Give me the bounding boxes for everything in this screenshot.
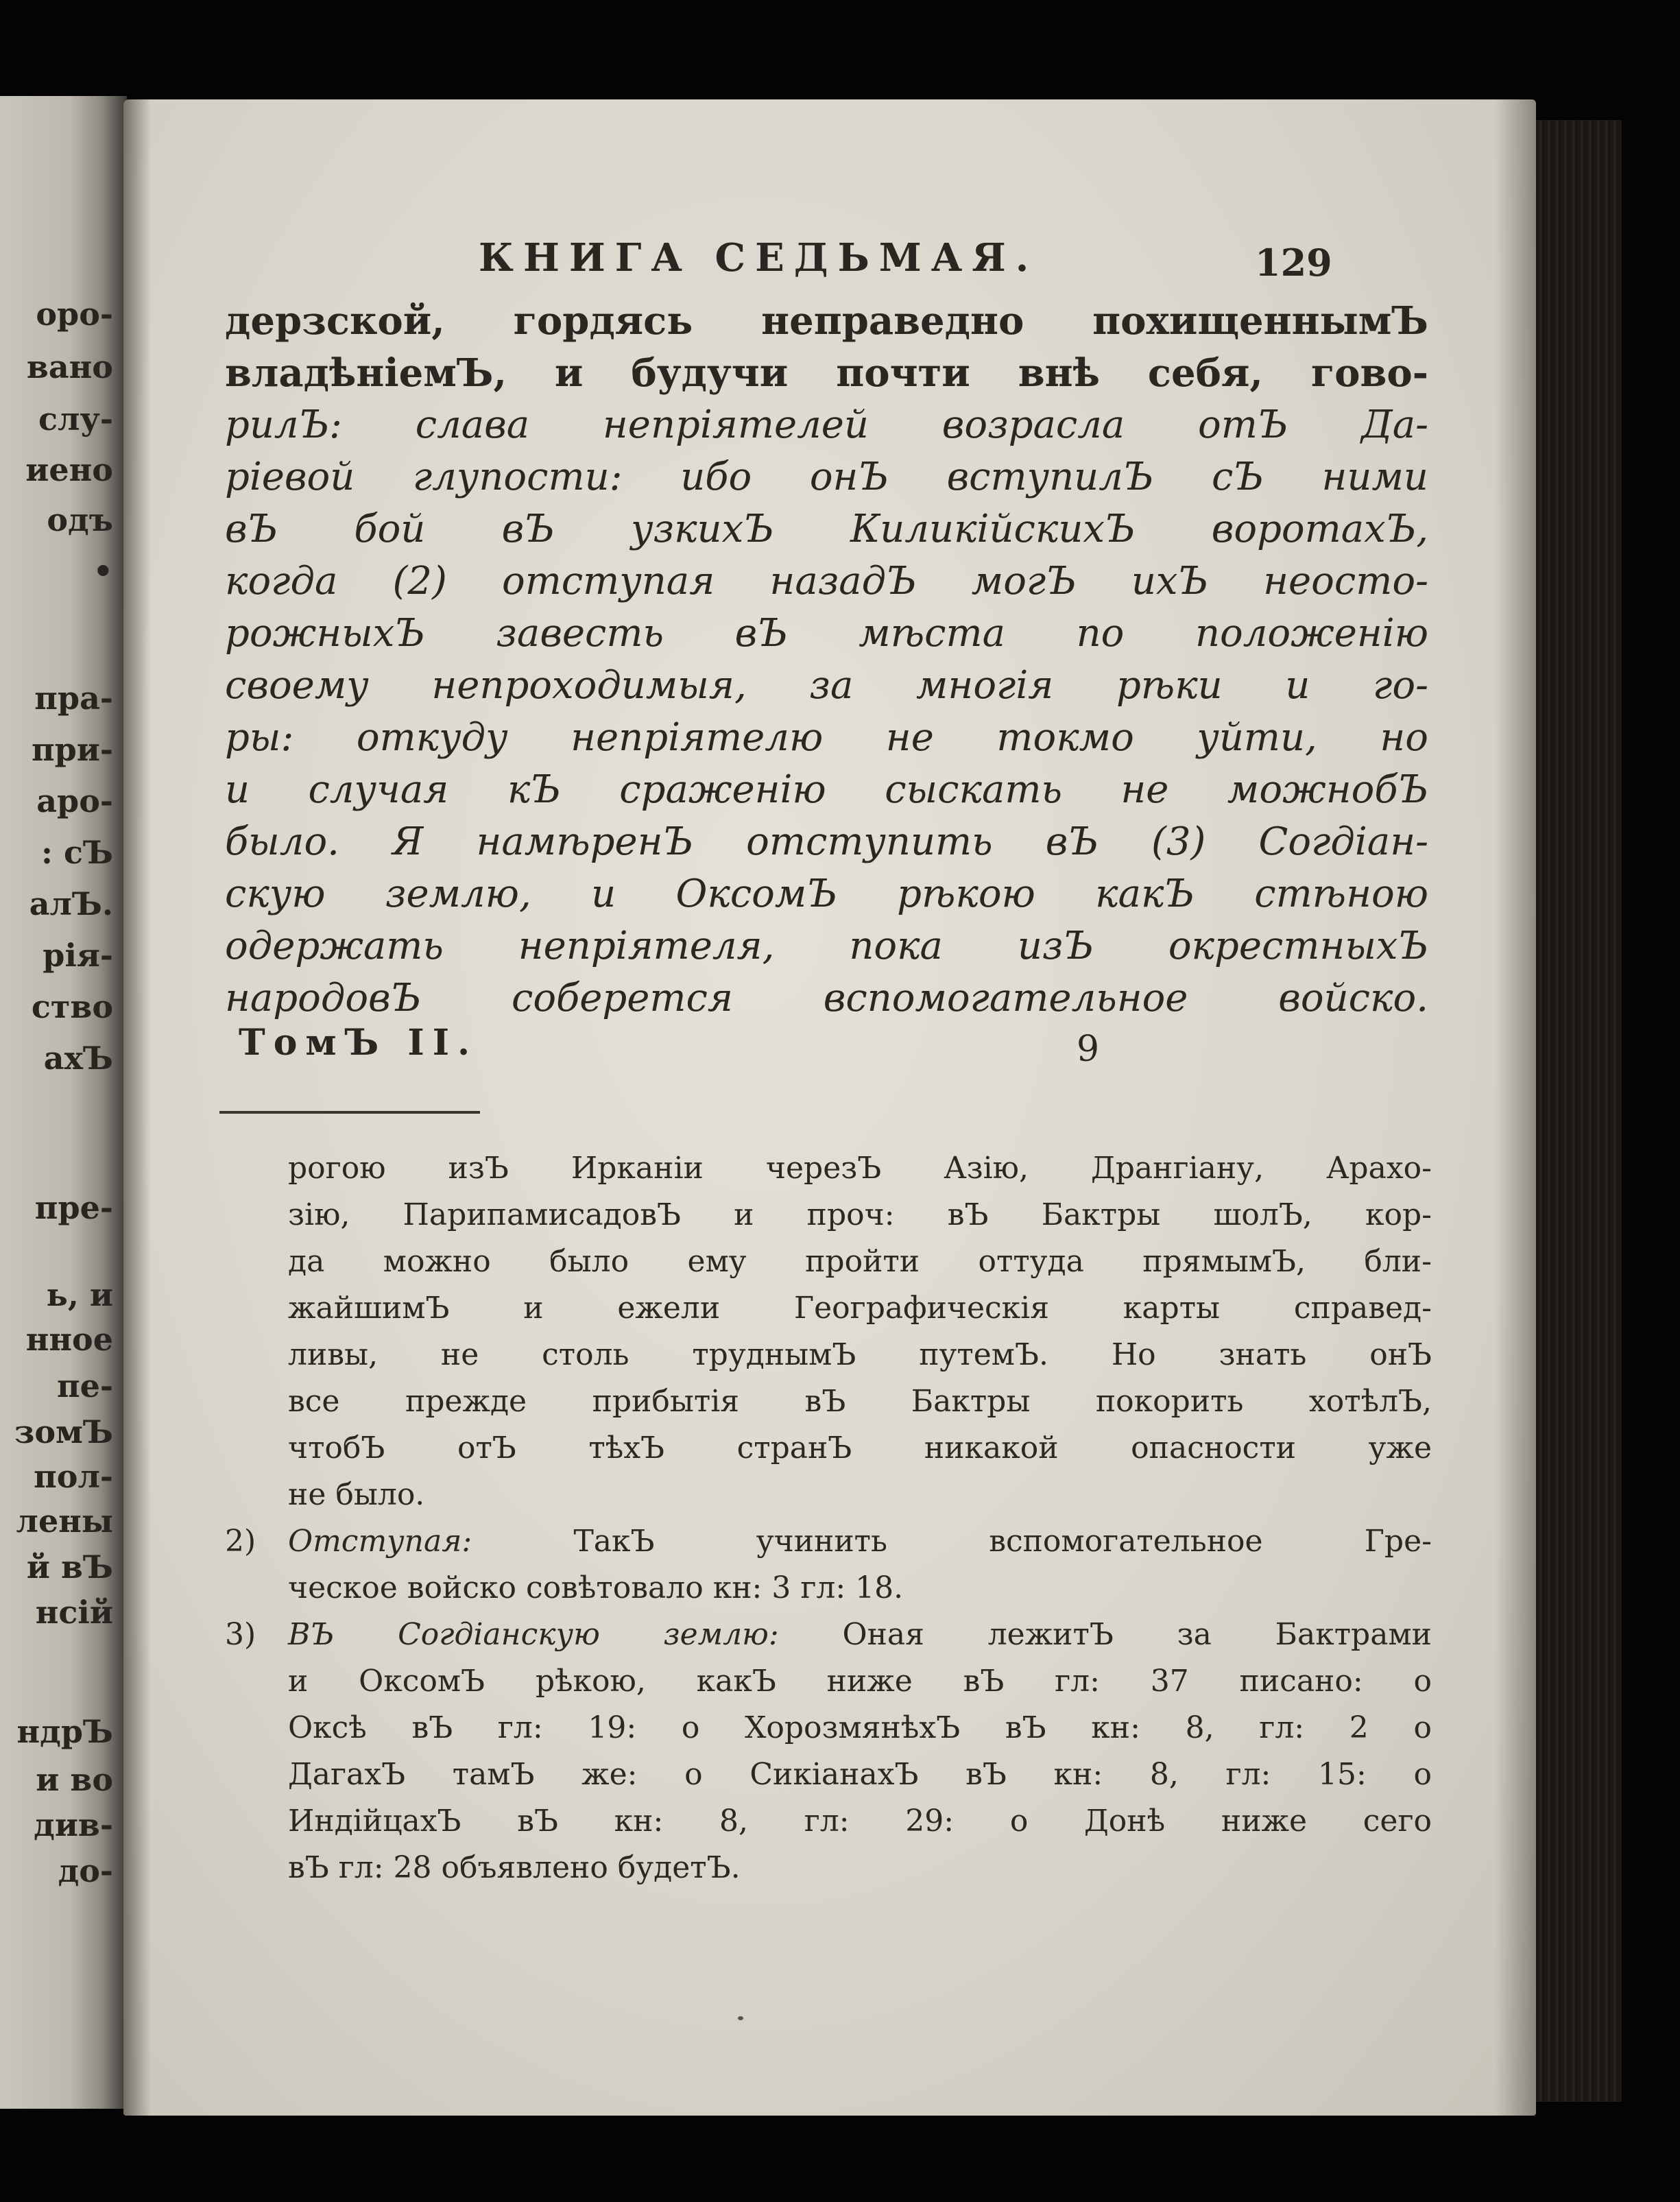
volume-label: ТомЪ II. (239, 1022, 479, 1064)
footnote-line: не было. (288, 1477, 425, 1512)
text-line: владѣніемЪ, и будучи почти внѣ себя, гово- (225, 350, 1428, 396)
main-text (225, 295, 1428, 1025)
text-line: скую землю, и ОксомЪ рѣкою какЪ стѣною (225, 872, 1428, 916)
left-page-line: ство (31, 988, 113, 1025)
text-line: ріевой глупости: ибо онЪ вступилЪ сЪ ними (225, 455, 1428, 499)
left-page-line: пре- (34, 1189, 113, 1226)
left-page-line: пол- (34, 1458, 113, 1495)
left-page-line: ахЪ (43, 1040, 113, 1077)
book-page (123, 99, 1536, 2116)
footnote-3 (225, 1612, 1432, 1658)
edge-shadow (1495, 99, 1536, 2116)
footnote-line: все прежде прибытія вЪ Бактры покорить хотѣлЪ, (288, 1384, 1432, 1419)
left-page-line: пе- (56, 1367, 113, 1404)
footnote-line: чтобЪ отЪ тѣхЪ странЪ никакой опасности уже (288, 1431, 1432, 1465)
footnote-line: ДагахЪ тамЪ же: о СикіанахЪ вЪ кн: 8, гл: 15: о (288, 1757, 1432, 1792)
left-page-line: нное (25, 1321, 113, 1358)
footnote-line: Оксѣ вЪ гл: 19: о ХорозмянѣхЪ вЪ кн: 8, гл: 2 о (288, 1710, 1432, 1745)
text-line: дерзской, гордясь неправедно похищеннымЪ (225, 298, 1428, 344)
footnote-2 (225, 1518, 1432, 1565)
footnote-number: 3) (225, 1617, 256, 1652)
footnote-text: ТакЪ учинить вспомогательное Гре- (573, 1524, 1432, 1559)
left-page-line: див- (34, 1806, 113, 1843)
left-page-line: нсій (35, 1594, 113, 1631)
left-page-line: зомЪ (14, 1413, 113, 1450)
text-line: одержать непріятеля, пока изЪ окрестныхЪ (225, 924, 1428, 968)
left-page-line: иено (25, 451, 113, 488)
left-page-line: алЪ. (29, 885, 113, 922)
left-page-line: : сЪ (40, 834, 113, 871)
left-page-line: вано (26, 348, 113, 385)
left-page-line: рія- (43, 937, 113, 974)
text-line: и случая кЪ сраженію сыскать не можнобЪ (225, 767, 1428, 812)
left-page-fragment (0, 96, 127, 2109)
page-number: 129 (1255, 241, 1332, 285)
text-line: рожныхЪ завесть вЪ мѣста по положенію (225, 611, 1428, 656)
footnote-line: зію, ПарипамисадовЪ и проч: вЪ Бактры шолЪ, кор- (288, 1197, 1432, 1232)
footnote-line: и ОксомЪ рѣкою, какЪ ниже вЪ гл: 37 писано: о (288, 1664, 1432, 1699)
footnote-number: 2) (225, 1524, 256, 1559)
footnote-heading: Отступая: (288, 1524, 472, 1559)
left-page-line: пра- (34, 680, 113, 717)
text-line: когда (2) отступая назадЪ могЪ ихЪ неосто- (225, 559, 1428, 603)
footnote-line: ческое войско совѣтовало кн: 3 гл: 18. (288, 1570, 904, 1605)
running-head: КНИГА СЕДЬМАЯ. (479, 235, 1039, 280)
left-page-line: одъ (47, 501, 113, 538)
text-line: рилЪ: слава непріятелей возрасла отЪ Да- (225, 403, 1428, 447)
footnote-heading: ВЪ Согдіанскую землю: (288, 1617, 779, 1652)
left-page-line: аро- (36, 782, 113, 819)
footnote-line: ливы, не столь труднымЪ путемЪ. Но знать онЪ (288, 1337, 1432, 1372)
left-page-line: ндрЪ (16, 1713, 113, 1750)
left-page-line: оро- (36, 296, 113, 333)
left-page-line: • (93, 553, 113, 590)
footnotes (225, 1145, 1432, 1891)
left-page-line: и во (36, 1761, 113, 1798)
text-line: ры: откуду непріятелю не токмо уйти, но (225, 715, 1428, 760)
text-line: вЪ бой вЪ узкихЪ КиликійскихЪ воротахЪ, (225, 507, 1428, 551)
text-line: народовЪ соберется вспомогательное войско. (225, 976, 1428, 1020)
footnote-line: ИндійцахЪ вЪ кн: 8, гл: 29: о Донѣ ниже сего (288, 1804, 1432, 1839)
left-page-line: й вЪ (26, 1548, 113, 1585)
signature-row (239, 1022, 1336, 1070)
footnote-rule (219, 1111, 480, 1114)
left-page-line: слу- (38, 400, 113, 438)
gutter-shadow (123, 99, 151, 2116)
left-page-line: лены (16, 1503, 113, 1540)
footnote-line: рогою изЪ Ирканіи черезЪ Азію, Дрангіану, Арахо- (288, 1151, 1432, 1186)
left-page-line: ь, и (46, 1276, 113, 1313)
footnote-line: вЪ гл: 28 объявлено будетЪ. (288, 1850, 741, 1885)
signature-number: 9 (1077, 1029, 1100, 1070)
footnote-line: да можно было ему пройти оттуда прямымЪ, бли- (288, 1244, 1432, 1279)
footnote-text: Оная лежитЪ за Бактрами (842, 1617, 1432, 1652)
left-page-line: до- (58, 1852, 113, 1889)
text-line: было. Я намѣренЪ отступить вЪ (3) Согдіан- (225, 819, 1428, 864)
text-line: своему непроходимыя, за многія рѣки и го- (225, 663, 1428, 708)
left-page-line: при- (31, 731, 113, 768)
ink-speck (738, 2016, 743, 2020)
footnote-line: жайшимЪ и ежели Географическія карты справед- (288, 1291, 1432, 1326)
